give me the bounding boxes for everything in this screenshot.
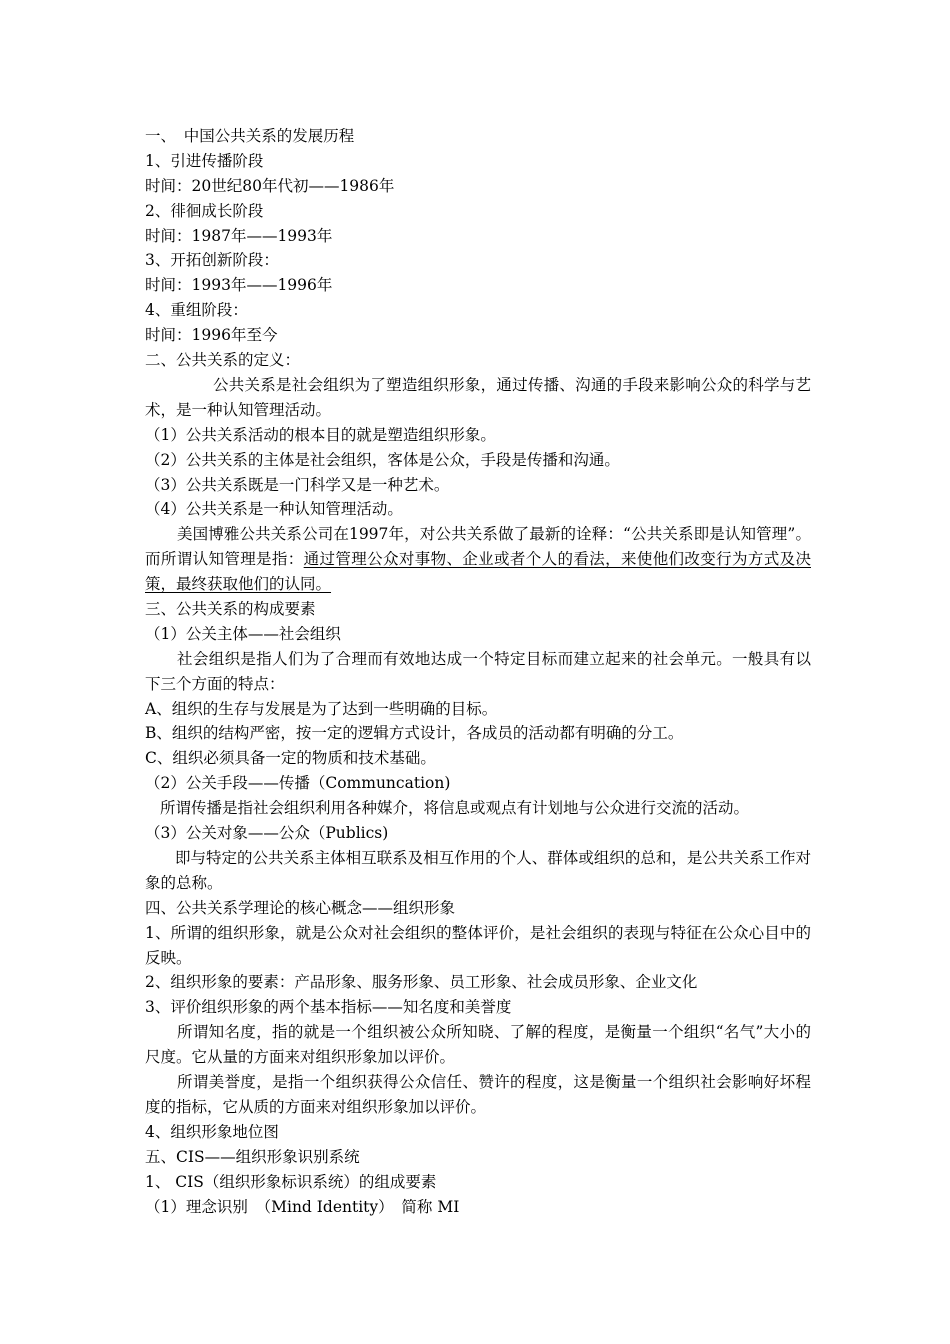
organization-definition: 社会组织是指人们为了合理而有效地达成一个特定目标而建立起来的社会单元。一般具有以下三个方面的特点： [145, 649, 811, 693]
burson-intro: 美国博雅公共关系公司在1997年，对公共关系做了最新的诠释：“公共关系即是认知管理”。而所谓认知管理是指： [145, 525, 811, 569]
pr-point-3: （3）公共关系既是一门科学又是一种艺术。 [145, 475, 450, 494]
burson-paragraph [145, 522, 811, 597]
stage-2-title: 2、徘徊成长阶段 [145, 201, 264, 220]
public-definition: 即与特定的公共关系主体相互联系及相互作用的个人、群体或组织的总和，是公共关系工作对象的总称。 [145, 848, 811, 892]
org-feature-c: C、组织必须具备一定的物质和技术基础。 [145, 749, 436, 768]
cis-components: 1、 CIS（组织形象标识系统）的组成要素 [145, 1172, 437, 1191]
org-feature-b: B、组织的结构严密，按一定的逻辑方式设计，各成员的活动都有明确的分工。 [145, 724, 684, 743]
section-3-title: 三、公共关系的构成要素 [145, 600, 316, 618]
stage-3-time: 时间：1993年——1996年 [145, 276, 333, 295]
stage-4-title: 4、重组阶段： [145, 301, 248, 320]
stage-1-time: 时间：20世纪80年代初——1986年 [145, 176, 395, 195]
image-definition: 1、所谓的组织形象，就是公众对社会组织的整体评价，是社会组织的表现与特征在公众心目中的反映。 [145, 923, 811, 967]
image-position-chart: 4、组织形象地位图 [145, 1122, 279, 1141]
stage-3-title: 3、开拓创新阶段： [145, 251, 279, 270]
image-elements: 2、组织形象的要素：产品形象、服务形象、员工形象、社会成员形象、企业文化 [145, 973, 698, 992]
org-feature-a: A、组织的生存与发展是为了达到一些明确的目标。 [145, 699, 498, 718]
stage-4-time: 时间：1996年至今 [145, 326, 278, 345]
stage-1-title: 1、引进传播阶段 [145, 151, 264, 170]
section-4-title: 四、公共关系学理论的核心概念——组织形象 [145, 898, 456, 917]
stage-2-time: 时间：1987年——1993年 [145, 226, 333, 245]
means-heading: （2）公关手段——传播（Communcation) [145, 774, 451, 793]
pr-point-2: （2）公共关系的主体是社会组织，客体是公众，手段是传播和沟通。 [145, 450, 620, 469]
fame-definition: 所谓知名度，指的就是一个组织被公众所知晓、了解的程度，是衡量一个组织“名气”大小的尺度。它从量的方面来对组织形象加以评价。 [145, 1023, 811, 1067]
pr-point-1: （1）公共关系活动的根本目的就是塑造组织形象。 [145, 425, 496, 444]
reputation-definition: 所谓美誉度，是指一个组织获得公众信任、赞许的程度，这是衡量一个组织社会影响好坏程度的指标，它从质的方面来对组织形象加以评价。 [145, 1073, 811, 1116]
document-page [145, 124, 811, 1219]
mind-identity: （1）理念识别 （Mind Identity） 简称 MI [145, 1197, 460, 1216]
object-heading: （3）公关对象——公众（Publics) [145, 824, 389, 843]
section-5-title: 五、CIS——组织形象识别系统 [145, 1147, 360, 1166]
pr-definition: 公共关系是社会组织为了塑造组织形象，通过传播、沟通的手段来影响公众的科学与艺术，是一种认知管理活动。 [145, 375, 811, 419]
image-indicators: 3、评价组织形象的两个基本指标——知名度和美誉度 [145, 998, 512, 1017]
subject-heading: （1）公关主体——社会组织 [145, 624, 341, 643]
communication-definition: 所谓传播是指社会组织利用各种媒介，将信息或观点有计划地与公众进行交流的活动。 [160, 799, 750, 818]
section-2-title: 二、公共关系的定义： [145, 351, 301, 370]
cognition-management-definition: 通过管理公众对事物、企业或者个人的看法，来使他们改变行为方式及决策，最终获取他们的认同。 [145, 550, 811, 594]
section-1-title: 一、 中国公共关系的发展历程 [145, 127, 355, 145]
pr-point-4: （4）公共关系是一种认知管理活动。 [145, 500, 403, 519]
